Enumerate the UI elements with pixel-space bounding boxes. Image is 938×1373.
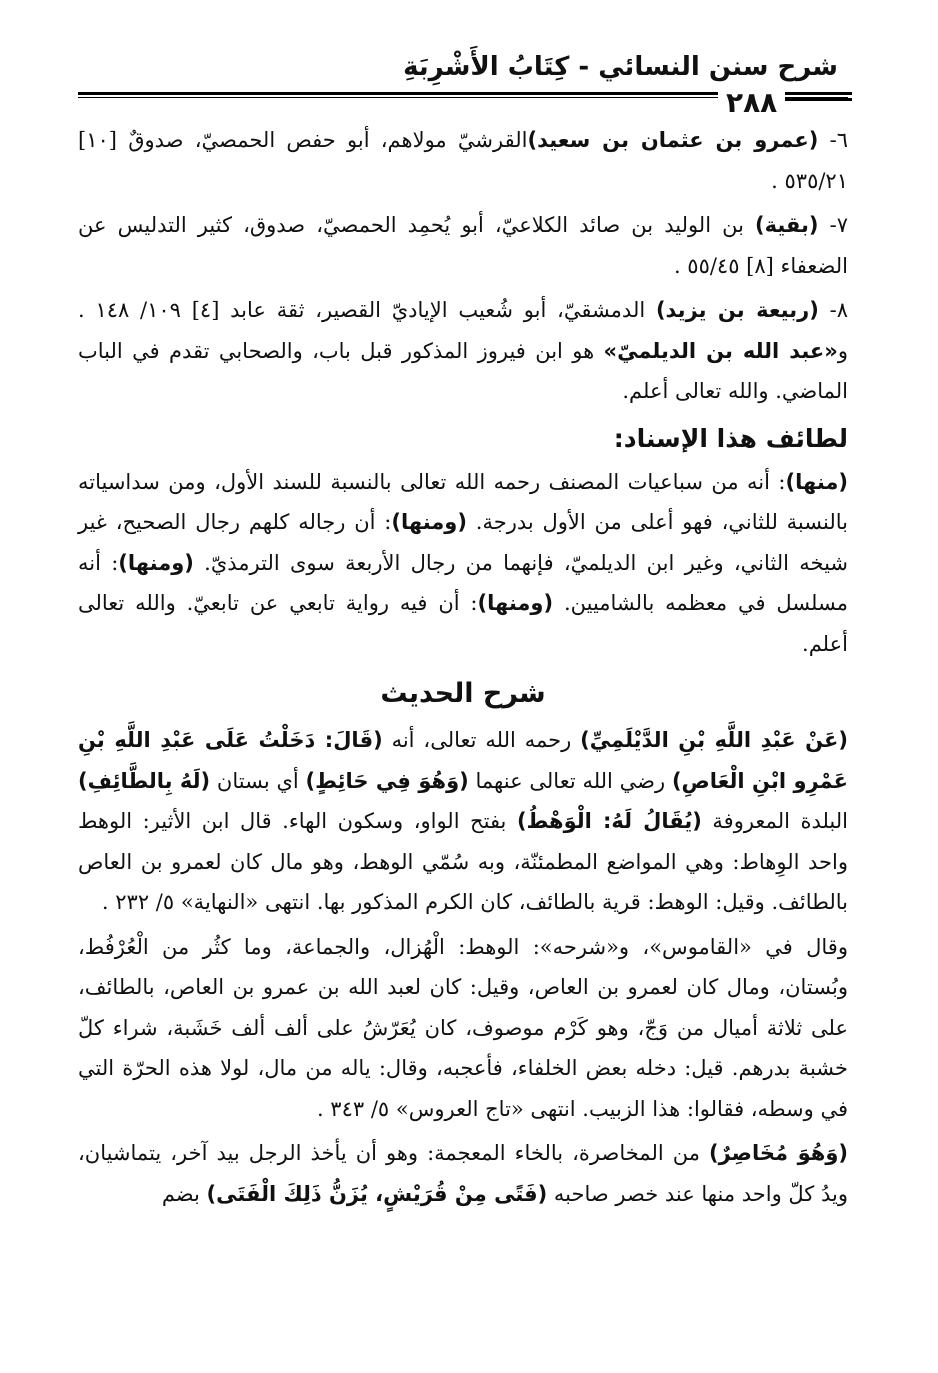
point-text: : أنه مسلسل في معظمه بالشاميين. [78,550,848,615]
hadith-quote: (وَهُوَ مُخَاصِرٌ) [708,1141,848,1165]
narrator-text: القرشيّ مولاهم، أبو حفص الحمصيّ، صدوقٌ [١٠] ٥٣٥/٢١ . [78,128,848,193]
entry-number: ٧- [829,213,848,237]
narrator-entry [78,120,848,201]
commentary-text: رحمه الله تعالى، أنه [382,728,581,752]
sharh-paragraph-3 [78,1133,848,1214]
page-body [78,120,848,1218]
hadith-quote: (لَهُ بِالطَّائِفِ) [78,768,211,793]
commentary-text: رضي الله تعالى عنهما [468,768,672,793]
page-number: ٢٨٨ [718,86,785,119]
point-label: (ومنها) [118,550,194,575]
narrator-entry [78,205,848,286]
narrator-name-2: «عبد الله بن الديلميّ» [603,338,838,363]
entry-number: ٦- [829,128,849,152]
section-heading-sharh: شرح الحديث [380,678,546,709]
sharh-paragraph-2: وقال في «القاموس»، و«شرحه»: الوهط: الْهُزال، والجماعة، وما كثُر من الْعُرْفُط، وبُستان، ومال كان لعمرو بن العاص، وقيل: كان لعبد الله بن عمرو بن العاص، بالطائف، على ثلاثة أميال من وَجّ، وهو كَرْم موصوف، كان يُعَرّشُ على ألف ألف خَشَبة، شراء كلّ خشبة بدرهم. قيل: دخله بعض الخلفاء، فأعجبه، وقال: ياله من مال، لولا هذه الحرّة التي في وسطه، فقالوا: هذا الزبيب. انتهى «تاج العروس» ٥/ ٣٤٣ . [78,934,848,1121]
narrator-name: (عمرو بن عثمان بن سعيد) [527,128,819,152]
point-label: (منها) [785,469,848,494]
point-text: : أنه من سباعيات المصنف رحمه الله تعالى بالنسبة للسند الأول، ومن سداسياته بالنسبة للثاني، فهو أعلى من الأول بدرجة. [78,469,848,534]
hadith-quote: (عَنْ عَبْدِ اللَّهِ بْنِ الدَّيْلَمِيِّ) [580,728,848,752]
point-label: (ومنها) [391,510,467,534]
hadith-quote: (قَالَ: دَخَلْتُ عَلَى عَبْدِ اللَّهِ بْنِ عَمْرِو ابْنِ الْعَاصِ) [78,728,848,793]
narrator-name: (بقية) [755,213,819,237]
narrator-name: (ربيعة بن يزيد) [655,298,819,322]
narrator-text: بن الوليد بن صائد الكلاعيّ، أبو يُحمِد الحمصيّ، صدوق، كثير التدليس عن الضعفاء [٨] ٥٥/٤٥ . [78,213,848,278]
hadith-quote: (فَتًى مِنْ قُرَيْشٍ، يُزَنُّ ذَلِكَ الْفَتَى) [206,1181,548,1206]
section-heading-lataif: لطائف هذا الإسناد: [613,423,848,453]
entry-number: ٨- [829,298,848,322]
commentary-text: أي بستان [210,768,306,793]
running-header-title: شرح سنن النسائي - كِتَابُ الأَشْرِبَةِ [403,52,838,82]
narrator-entry [78,290,848,412]
commentary-text: من المخاصرة، بالخاء المعجمة: وهو أن يأخذ الرجل بيد آخر، يتماشيان، ويدُ كلّ واحد منها عند خصر صاحبه [78,1141,848,1206]
hadith-quote: (يُقَالُ لَهُ: الْوَهْطُ) [516,809,702,833]
narrator-text: الدمشقيّ، أبو شُعيب الإياديّ القصير، ثقة عابد [٤] ١٠٩/ ١٤٨ . و [78,298,848,363]
hadith-quote: (وَهُوَ فِي حَائِطٍ) [305,768,469,793]
commentary-text: بفتح الواو، وسكون الهاء. قال ابن الأثير: الوهط واحد الوِهاط: وهي المواضع المطمئنّة، وبه سُمّي الوهط، وهو مال كان لعمرو بن العاص بالطائف. وقيل: الوهط: قرية بالطائف، كان الكرم المذكور بها. انتهى «النهاية» ٥/ ٢٣٢ . [78,809,848,914]
sharh-paragraph-1 [78,720,848,923]
commentary-text: البلدة المعروفة [701,809,848,833]
point-text: : أن فيه رواية تابعي عن تابعيّ. والله تعالى أعلم. [78,591,848,656]
narrator-text-2: هو ابن فيروز المذكور قبل باب، والصحابي تقدم في الباب الماضي. والله تعالى أعلم. [78,338,848,403]
point-label: (ومنها) [477,591,554,615]
point-text: : أن رجاله كلهم رجال الصحيح، غير شيخه الثاني، وغير ابن الديلميّ، فإنهما من رجال الأربعة سوى الترمذيّ. [78,510,848,575]
lataif-paragraph [78,462,848,665]
commentary-text: بضم [161,1181,207,1206]
